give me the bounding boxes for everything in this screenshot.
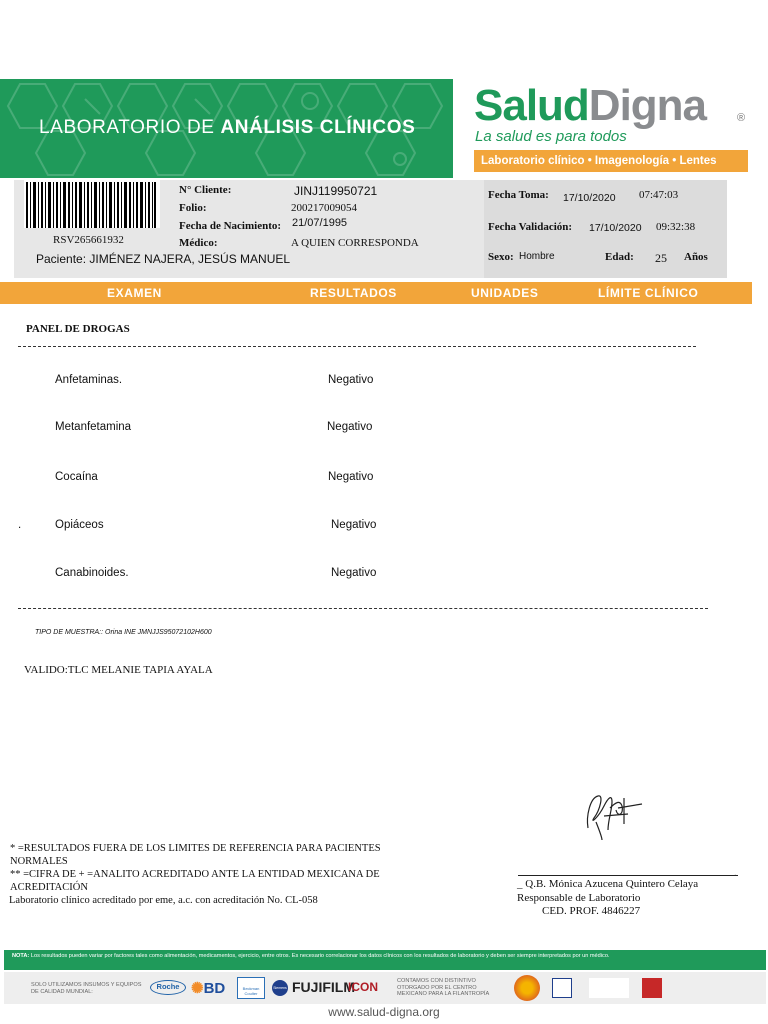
folio-label: Folio: [179,202,207,214]
medico-label: Médico: [179,237,218,249]
exam-name: Cocaína [55,471,98,483]
disclaimer-bar [4,950,766,970]
column-unidades: UNIDADES [471,286,539,300]
divider-top [18,346,696,347]
panel-title: PANEL DE DROGAS [26,323,130,335]
brand-tagline: La salud es para todos [475,128,627,145]
divider-bottom [18,608,708,609]
exam-result: Negativo [328,374,374,386]
validated-by: VALIDO:TLC MELANIE TAPIA AYALA [24,664,213,676]
barcode-icon [26,182,156,228]
lab-title [39,117,415,139]
column-resultados: RESULTADOS [310,286,397,300]
sample-type: TIPO DE MUESTRA:: Orina INE JMNJJS95072102H600 [35,629,212,636]
exam-result: Negativo [328,471,374,483]
distintivo-text: CONTAMOS CON DISTINTIVO OTORGADO POR EL CENTRO MEXICANO PARA LA FILANTROPÍA [397,978,490,997]
exam-name: Anfetaminas. [55,374,123,386]
footnote-accreditation: Laboratorio clínico acreditado por eme, a.c. con acreditación No. CL-058 [9,895,318,906]
brand-name [474,80,706,132]
insumos-text: SOLO UTILIZAMOS INSUMOS Y EQUIPOS DE CALIDAD MUNDIAL: [31,982,142,995]
cliente-label: N° Cliente: [179,184,232,196]
ethics-logo-icon [589,978,629,998]
certification-logo-icon [552,978,572,998]
lab-banner [0,79,453,178]
website-url: www.salud-digna.org [328,1005,440,1019]
footnote-out-of-range: * =RESULTADOS FUERA DE LOS LIMITES DE REFERENCIA PARA PACIENTES NORMALES [10,843,381,867]
signature-block [517,878,698,919]
sexo-label: Sexo: [488,251,514,263]
lab-title-regular: LABORATORIO DE [39,117,221,138]
cemefi-logo-icon [514,975,540,1001]
brand-name-salud: Salud [474,81,589,130]
fujifilm-logo: FUJIFILM [292,979,355,995]
exam-result: Negativo [327,421,373,433]
edad-label: Edad: [605,251,634,263]
exam-result: Negativo [331,567,377,579]
bd-logo [191,979,225,997]
validacion-time: 09:32:38 [656,221,696,233]
medico-value: A QUIEN CORRESPONDA [291,237,419,249]
icon-logo: ICON [348,980,378,994]
brand-name-digna: Digna [588,81,707,130]
nacimiento-value: 21/07/1995 [292,217,348,229]
exam-name: Metanfetamina [55,421,132,433]
disclaimer-label: NOTA: [12,953,30,959]
signature-trailing-dot: . [734,868,737,879]
toma-label: Fecha Toma: [488,189,549,201]
bd-sun-icon: ✺ [191,980,204,997]
footnote-accredited: ** =CIFRA DE + =ANALITO ACREDITADO ANTE LA ENTIDAD MEXICANA DE ACREDITACIÓN [10,869,380,893]
footnotes [10,842,390,907]
supplier-logos-strip [4,972,766,1004]
row-marker: . [18,519,22,531]
validacion-label: Fecha Validación: [488,221,573,233]
siemens-label: Siemens [273,986,287,990]
patient-name: Paciente: JIMÉNEZ NAJERA, JESÚS MANUEL [36,252,291,266]
signer-cedula: CED. PROF. 4846227 [542,905,641,917]
signer-name: _ Q.B. Mónica Azucena Quintero Celaya [517,878,699,890]
column-header-bar [0,282,752,304]
signer-role: Responsable de Laboratorio [517,891,641,904]
toma-time: 07:47:03 [639,189,679,201]
registered-mark: ® [737,112,746,124]
sexo-value: Hombre [519,251,555,262]
brand-logo [474,80,754,176]
exam-name: Canabinoides. [55,567,129,579]
validacion-date: 17/10/2020 [589,222,642,234]
bd-label: BD [203,980,226,997]
disclaimer-text: Los resultados pueden variar por factores tales como alimentación, medicamentos, ejercicio, entre otros. Es necesario correlacionar los datos clínicos con los resultados de laboratorio y deben ser siempre interpretados por un médico. [29,953,610,959]
edad-value: 25 [655,251,667,265]
lab-title-bold: ANÁLISIS CLÍNICOS [220,117,416,138]
column-limite: LÍMITE CLÍNICO [598,286,699,300]
folio-value: 200217009054 [291,202,357,214]
nacimiento-label: Fecha de Nacimiento: [179,220,282,232]
cliente-value: JINJ119950721 [294,184,378,198]
exam-name: Opiáceos [55,519,104,531]
siemens-logo [272,980,288,996]
signature-line [518,875,738,876]
toma-date: 17/10/2020 [563,192,616,204]
beckman-logo: Beckman Coulter [237,977,265,999]
brand-services: Laboratorio clínico • Imagenología • Lentes [474,150,748,172]
roche-logo: Roche [150,980,186,995]
column-examen: EXAMEN [107,286,162,300]
barcode-id: RSV265661932 [53,234,124,246]
red-seal-icon [642,978,662,998]
exam-result: Negativo [331,519,377,531]
edad-unit: Años [684,251,708,263]
signature-icon [578,788,648,840]
